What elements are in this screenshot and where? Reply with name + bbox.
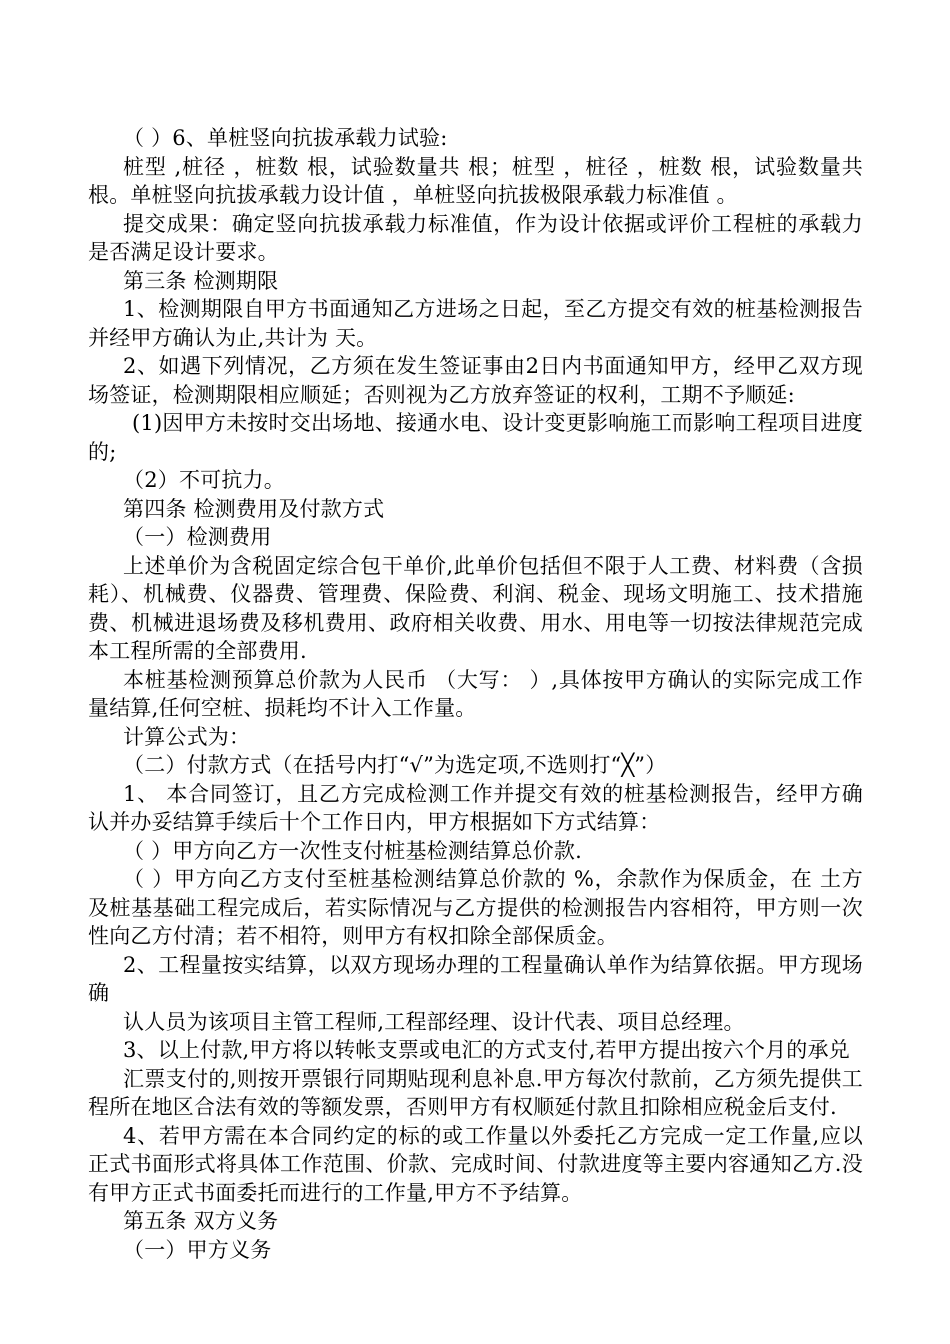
section-heading: 第三条 检测期限 [123,268,279,293]
subsection-heading: （一）检测费用 [123,525,272,549]
paragraph: （ ）甲方向乙方一次性支付桩基检测结算总价款. [123,838,582,863]
paragraph: （ ）甲方向乙方支付至桩基检测结算总价款的 %，余款作为保质金，在 土方及桩基基础工程完成后，若实际情况与乙方提供的检测报告内容相符，甲方则一次性向乙方付清；若不相符，则甲方有权扣除全部保质金。 [88,867,863,948]
paragraph: 提交成果：确定竖向抗拔承载力标准值，作为设计依据或评价工程桩的承载力是否满足设计要求。 [88,211,863,264]
paragraph: 计算公式为： [123,724,251,749]
paragraph: 2、如遇下列情况，乙方须在发生签证事由2日内书面通知甲方，经甲乙双方现场签证，检测期限相应顺延；否则视为乙方放弃签证的权利，工期不予顺延: [88,354,863,407]
paragraph: （2）不可抗力。 [123,468,285,492]
section-heading: 第四条 检测费用及付款方式 [123,496,385,521]
paragraph: （ ）6、单桩竖向抗拔承载力试验: [123,126,448,150]
paragraph: 2、工程量按实结算，以双方现场办理的工程量确认单作为结算依据。甲方现场确 [88,952,863,1005]
paragraph: 上述单价为含税固定综合包干单价,此单价包括但不限于人工费、材料费（含损耗）、机械费、仪器费、管理费、保险费、利润、税金、现场文明施工、技术措施费、机械进退场费及移机费用、政府相关收费、用水、用电等一切按法律规范完成本工程所需的全部费用. [88,553,863,663]
paragraph: 桩型 ,桩径 ，桩数 根，试验数量共 根；桩型 ，桩径 ，桩数 根，试验数量共 根。单桩竖向抗拔承载力设计值 ，单桩竖向抗拔极限承载力标准值 。 [88,154,863,207]
paragraph: 1、检测期限自甲方书面通知乙方进场之日起，至乙方提交有效的桩基检测报告并经甲方确认为止,共计为 天。 [88,297,863,350]
paragraph: 汇票支付的,则按开票银行同期贴现利息补息.甲方每次付款前，乙方须先提供工程所在地区合法有效的等额发票，否则甲方有权顺延付款且扣除相应税金后支付. [88,1066,863,1119]
paragraph: 认人员为该项目主管工程师,工程部经理、设计代表、项目总经理。 [123,1009,745,1034]
paragraph: 本桩基检测预算总价款为人民币 （大写： ）,具体按甲方确认的实际完成工作量结算,任何空桩、损耗均不计入工作量。 [88,667,863,720]
section-heading: 第五条 双方义务 [123,1209,279,1233]
document-page [88,124,863,1264]
paragraph: 3、以上付款,甲方将以转帐支票或电汇的方式支付,若甲方提出按六个月的承兑 [123,1038,850,1062]
subsection-heading: （一）甲方义务 [123,1237,272,1262]
paragraph: (1)因甲方未按时交出场地、接通水电、设计变更影响施工而影响工程项目进度的; [88,411,863,464]
paragraph: 1、 本合同签订，且乙方完成检测工作并提交有效的桩基检测报告，经甲方确认并办妥结算手续后十个工作日内，甲方根据如下方式结算： [88,781,863,834]
paragraph: 4、若甲方需在本合同约定的标的或工作量以外委托乙方完成一定工作量,应以正式书面形式将具体工作范围、价款、完成时间、付款进度等主要内容通知乙方.没有甲方正式书面委托而进行的工作量,甲方不予结算。 [88,1123,863,1205]
subsection-heading: （二）付款方式（在括号内打“√”为选定项,不选则打“╳”） [123,753,667,777]
